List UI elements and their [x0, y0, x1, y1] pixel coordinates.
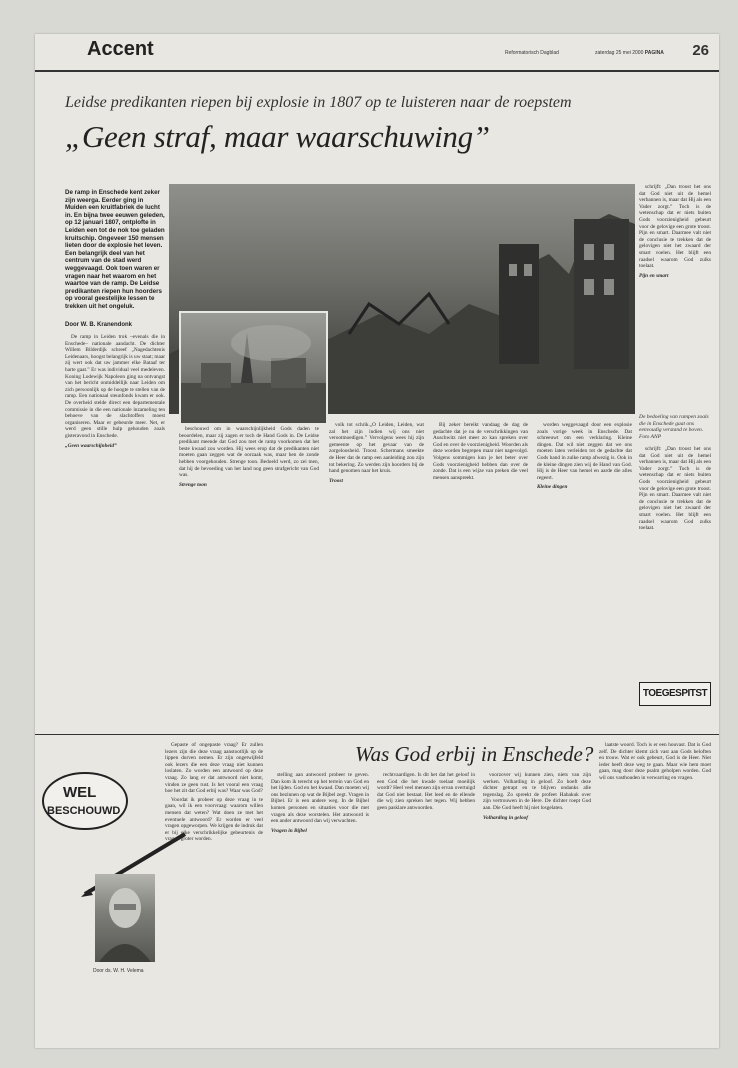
- bottom-column-3-text: rechtvaardigen. Is dit het dat het geloof in een God die het kwade toelaat moeilijk wordt? Heel veel mensen zijn ervan overtuigd dat God niet bestaat. Het leed en de ellende die wij zien spreken het tegen. Wij hebben geen pasklare antwoorden.: [377, 772, 475, 811]
- issue-date: zaterdag 25 mei 2000 PAGINA: [595, 50, 664, 56]
- historic-painting: [179, 311, 328, 425]
- column-3-text: volk tot schrik.„O Leiden, Leiden, wat zal het zijn indien wij ons niet verootmoedigen.” Vervolgens wees hij zijn gemeente op het gevaar van de zorgeloosheid. Troost. Schermans smeekte de Heer dat de ramp een aanleiding zou zijn tot bekering. Zo werden zijn hoorders bij de hand genomen naar het kruis.: [329, 422, 424, 475]
- subhead-1: „Geen waarschijnheid”: [65, 442, 117, 449]
- column-1-text: De ramp in Leiden trok –evenals die in Enschede– nationale aandacht. De dichter Willem Bilderdijk schreef „Nagedachtenis Leidenaars, hoogst belangrijk is uw staat; maar zij wert ook dat uw jammer elke Bataaf ter harte gaat.” Er was individual veel medeleven. Koning Lodewijk Napoleon ging na ontvangst van het bericht onmiddellijk naar Leiden om zich persoonlijk op de hoogte te stellen van de ramp. Een nationaal steunfonds kwam er ook. De overheid stelde direct een departementale commissie in die een nationale inzameling ten behoeve van de slachtoffers moest organiseren. Maar er gebeurde meer. Net, er werd geen stille hulp gehouden zoals gisteravond in Enschede.: [65, 334, 165, 439]
- bottom-column-4-text: voorzover wij kunnen zien, niets van zijn werken. Volharding in geloof. Zo hoeft deze dichter getrapt en te blijven ondanks alle tegenslag. Zo spreekt de profeet Habakuk over zijn vertrouwen in de Here. De dichter roept God aan. Die God heeft hij niet losgelaten.: [483, 772, 591, 811]
- logo-line-2: BESCHOUWD: [47, 805, 121, 817]
- bottom-column-4: [483, 772, 591, 1042]
- author-portrait: [95, 874, 155, 962]
- column-6-text: schrijft: „Dan troost het ons dat God niet uit de hemel verbannen is, maar dat Hij als een Vader zorgt.” Toch is de wetenschap dat er niets buiten Gods voorzienigheid gebeurt voor de gelovige een grote troost. Pijn en smart. Daarmee valt niet de conclusie te trekken dat de gelovigen niet het zwaard der smart voelen. Het blijft een raadsel waarom God zulks toelaat.: [639, 184, 711, 270]
- article-column-3: [329, 422, 424, 729]
- section-divider: [35, 734, 719, 735]
- subhead-3: Troost: [329, 477, 343, 484]
- article-byline: Door W. B. Kranendonk: [65, 322, 133, 328]
- photo-caption: De bedoeling van rampen zoals die in Enschede gaat ons eenvoudig verstand te boven. Foto ANP: [639, 414, 709, 440]
- page-number: 26: [692, 42, 709, 59]
- article-column-4: [433, 422, 528, 729]
- bottom-column-5: [599, 742, 711, 1042]
- bottom-column-2: [271, 772, 369, 1042]
- bottom-column-5-text: laatste woord. Toch is er een houvast. Dat is God zelf. De dichter klemt zich vast aan Gods beloften en trouw. Wat er ook gebeurt, God is de Heer. Niet ieder heeft deze weg te gaan. Maar wie hem moet gaan, mag door deze psalm geholpen worden. God wil ons vasthouden in verwarring en vragen.: [599, 742, 711, 781]
- article-headline: „Geen straf, maar waarschuwing”: [65, 119, 490, 154]
- masthead: [35, 34, 719, 72]
- subhead-2: Strenge toon: [179, 481, 207, 488]
- column-headline: Was God erbij in Enschede?: [355, 742, 594, 766]
- article-column-5: [537, 422, 632, 729]
- column-5-text: worden weggevaagd door een explosie zoals vorige week in Enschede. Dat schreeuwt om een verklaring. Kleine dingen. Dat wil niet zeggen dat we ons moeten laten verleiden tot de gedachte dat Gods hand in zulke ramp afwezig is. Ook in de kleine dingen zien wij de Hand van God. Hij is de Heer van hemel en aarde die alles regeert.: [537, 422, 632, 481]
- logo-line-1: WEL: [63, 784, 97, 801]
- column-4-text: Bij zeker bereikt vandaag de dag de gedachte dat je nu de verschrikkingen van Auschwitz niet meer zo kan spreken over God en over de voorzienigheid. Woorden als deze worden begrepen maar niet nagevolgd. Volgens sommigen kun je het beter over Gods voorzienigheid hebben dan over de zonde. Dat is een wijze van preken die veel mensen aanspreekt.: [433, 422, 528, 481]
- wel-beschouwd-logo: [41, 770, 129, 832]
- bottom-column-1: [165, 742, 263, 1042]
- subhead-5: Pijn en smart: [639, 272, 669, 279]
- article-column-6: [639, 184, 711, 412]
- article-lead: De ramp in Enschede kent zeker zijn weerga. Eerder ging in Muiden een kruitfabriek de lucht in. En bijna twee eeuwen geleden, op 12 januari 1807, ontplofte in Leiden een tot de nok toe geladen kruitschip. Ongeveer 150 mensen lieten door de explosie het leven. Een belangrijk deel van het centrum van de stad werd weggevaagd. Ook toen waren er vragen naar het waarom en het waartoe van de ramp. De Leidse predikanten riepen hun hoorders op vooral geestelijke lessen te trekken uit het ongeluk.: [65, 189, 165, 310]
- article-column-6b: [639, 446, 711, 676]
- bottom-column-2-text: stelling aan antwoord probeer te geven. Dan kom ik terecht op het terrein van God en het lijden. God en het kwaad. Dan moeten wij ons bezinnen op wat de Bijbel zegt. Vragen in Bijbel. Er is een andere weg. In de Bijbel komen personen en situaties voor die met vragen als deze worstelen. Het antwoord is een ander antwoord dan wij verwachten.: [271, 772, 369, 825]
- article-column-1: [65, 334, 165, 729]
- wel-beschouwd-badge: [41, 770, 129, 832]
- toegespitst-logo: TOEGESPITST: [639, 682, 711, 706]
- subhead-4: Kleine dingen: [537, 484, 568, 491]
- paper-name: Reformatorisch Dagblad: [505, 50, 559, 56]
- bottom-column-1b-text: Voordat ik probeer op deze vraag in te gaan, wil ik een voorvraag: waarom willen mensen dat weten? Wat doen ze met het eventuele antwoord? Er worden er veel vragen opgeworpen. We krijgen de indruk dat er bij elke verschrikkelijke gebeurtenis de vragen groter worden.: [165, 796, 263, 843]
- newspaper-page: [35, 34, 719, 1048]
- portrait-illustration: [95, 874, 155, 962]
- column-2-text: beschouwd om in waarschijnlijkheid Gods daden te beoordelen, maar zij zagen er toch de Hand Gods in. De Leidse predikant meende dat God zou met de ramp voorkomen dat het beste kwaad zou worden. Hij wees erop dat de predikanten niet moeten gaan zeggen wat de oorzaak was, maar hen de zonde hebben voorgehouden. Strenge toon. Bedoeld werd, zo zei men, dat hij de bevoeding van het land nog geen strafgericht van God was.: [179, 426, 319, 479]
- bottom-column-1-text: Gepaste of ongepaste vraag? Er zullen lezers zijn die deze vraag aanstootlijk op de lippen durven nemen. Er zijn ongetwijfeld ook lezers die een deze vraag niet kunnen loslaten. Zo worden een antwoord op deze vraag. Zo lang er dat antwoord niet komt, vinden ze geen rust. Is het vooral een vraag hoe het zit dat God erbij was? Waar was God?: [165, 742, 263, 795]
- bottom-subhead-2: Volharding in geloof: [483, 814, 529, 821]
- article-column-2: [179, 426, 319, 729]
- article-kicker: Leidse predikanten riepen bij explosie in 1807 op te luisteren naar de roepstem: [65, 94, 572, 111]
- section-title: Accent: [87, 38, 154, 60]
- painting-illustration: [181, 313, 326, 423]
- bottom-column-3: [377, 772, 475, 1042]
- portrait-caption: Door ds. W. H. Velema: [93, 968, 144, 974]
- bottom-subhead-1: Vragen in Bijbel: [271, 827, 307, 834]
- column-6b-text: schrijft: „Dan troost het ons dat God niet uit de hemel verbannen is, maar dat Hij als een Vader zorgt.” Toch is de wetenschap dat er niets buiten Gods voorzienigheid gebeurt voor de gelovige een grote troost. Pijn en smart. Daarmee valt niet de conclusie te trekken dat de gelovigen niet het zwaard der smart voelen. Het blijft een raadsel waarom God zulks toelaat.: [639, 446, 711, 532]
